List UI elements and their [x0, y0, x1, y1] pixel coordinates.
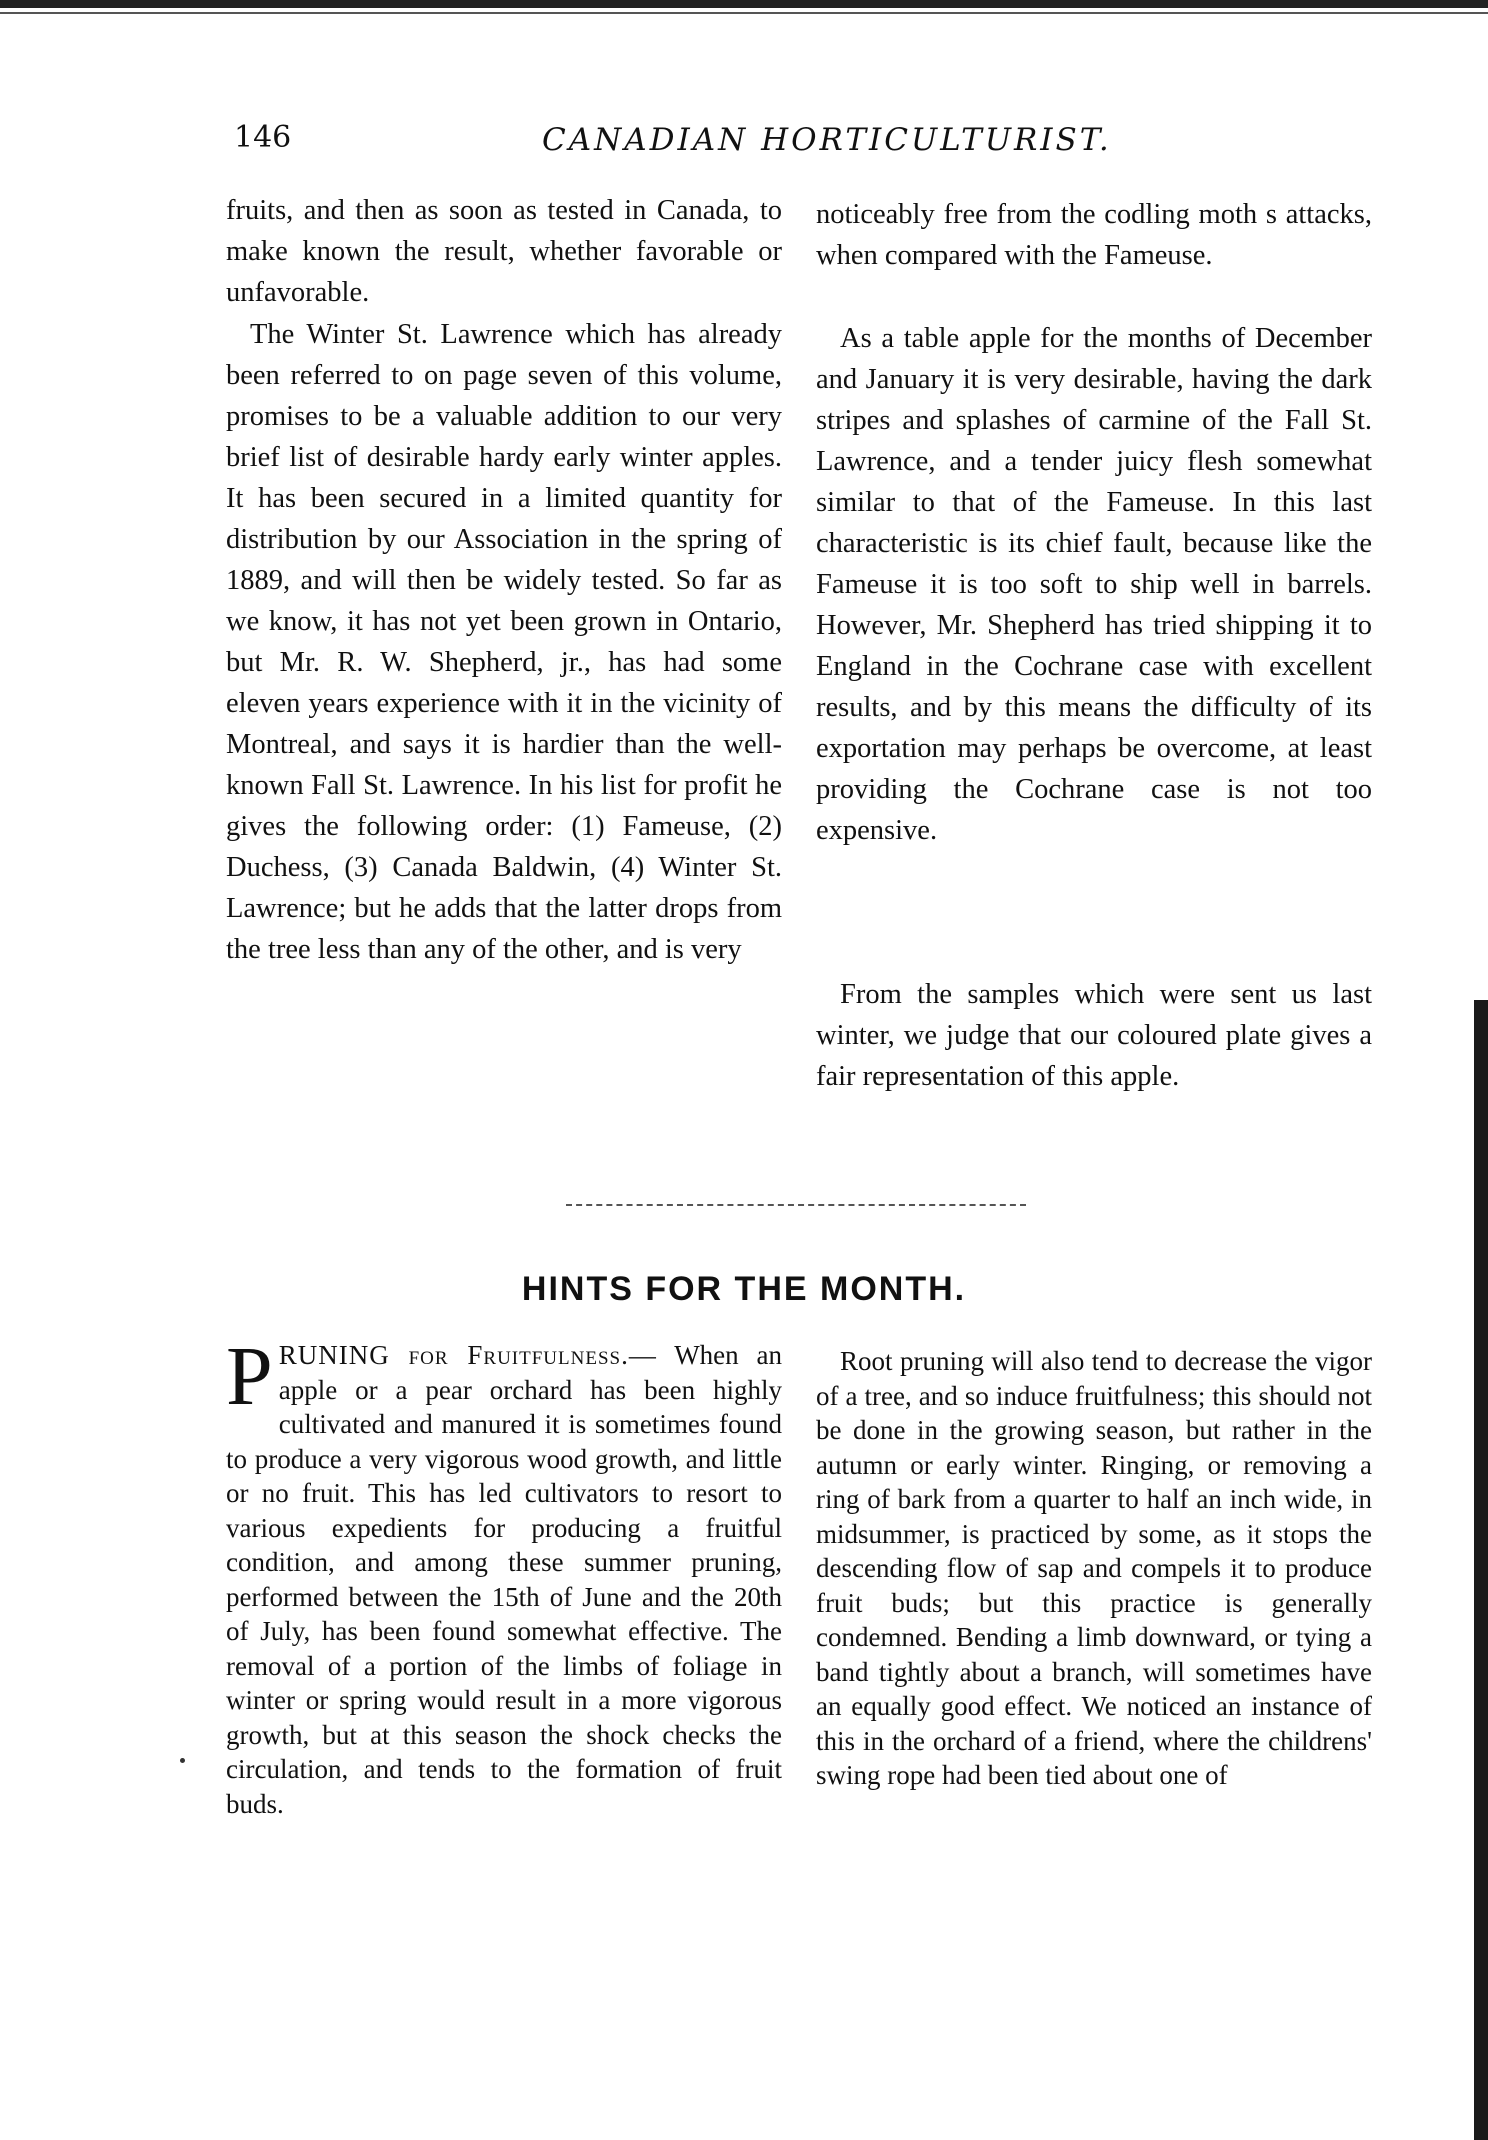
section-divider: [566, 1204, 1026, 1206]
page-number: 146: [234, 120, 292, 155]
top-border-rule-thin: [0, 12, 1488, 14]
upper-right-paragraph-2: As a table apple for the months of December and January it is very desirable, having the dark stripes and splashes of carmine of the Fall St. Lawrence, and a tender juicy flesh somewhat similar to that of the Fameuse. In this last characteristic is its chief fault, because like the Fameuse it is too soft to ship well in barrels. However, Mr. Shepherd has tried shipping it to England in the Cochrane case with excellent results, and by this means the difficulty of its exportation may perhaps be overcome, at least providing the Cochrane case is not too expensive.: [816, 323, 1372, 846]
page-edge-shadow: [1474, 1000, 1488, 2140]
lower-right-paragraph: Root pruning will also tend to decrease the vigor of a tree, and so induce fruitfulness; this should not be done in the growing season, but rather in the autumn or early winter. Ringing, or removing a ring of bark from a quarter to half an inch wide, in midsummer, is practiced by some, as it stops the descending flow of sap and compels it to produce fruit buds; but this practice is generally condemned. Bending a limb downward, or tying a band tightly about a branch, will sometimes have an equally good effect. We noticed an instance of this in the orchard of a friend, where the childrens' swing rope had been tied about one of: [816, 1346, 1372, 1790]
upper-left-paragraph-2: The Winter St. Lawrence which has already been referred to on page seven of this volume, promises to be a valuable addition to our very brief list of desirable hardy early winter apples. It has been secured in a limited quantity for distribution by our Association in the spring of 1889, and will then be widely tested. So far as we know, it has not yet been grown in Ontario, but Mr. R. W. Shepherd, jr., has had some eleven years experience with it in the vicinity of Montreal, and says it is hardier than the well-known Fall St. Lawrence. In his list for profit he gives the following order: (1) Fameuse, (2) Duchess, (3) Canada Baldwin, (4) Winter St. Lawrence; but he adds that the latter drops from the tree less than any of the other, and is very: [226, 319, 782, 965]
lower-left-text: When an apple or a pear orchard has been highly cultivated and manured it is sometimes found to produce a very vigorous wood growth, and little or no fruit. This has led cultivators to resort to various expedients for producing a fruitful condition, and among these summer pruning, performed between the 15th of June and the 20th of July, has been found somewhat effective. The removal of a portion of the limbs of foliage in winter or spring would result in a more vigorous growth, but at this season the shock checks the circulation, and tends to the formation of fruit buds.: [226, 1340, 783, 1819]
drop-cap: P: [226, 1330, 273, 1423]
running-title: CANADIAN HORTICULTURIST.: [542, 122, 1112, 158]
section-heading: HINTS FOR THE MONTH.: [521, 1270, 967, 1308]
print-speck: [180, 1758, 185, 1763]
upper-left-paragraph-1: fruits, and then as soon as tested in Canada, to make known the result, whether favorable or unfavorable.: [226, 195, 782, 308]
lead-in: RUNING for Fruitfulness.—: [278, 1340, 657, 1370]
top-border-rule: [0, 0, 1488, 8]
upper-right-paragraph-1: noticeably free from the codling moth s attacks, when compared with the Fameuse.: [816, 199, 1372, 271]
upper-right-paragraph-3: From the samples which were sent us last winter, we judge that our coloured plate gives a fair representation of this apple.: [816, 979, 1372, 1092]
lower-left-paragraph: [226, 1330, 783, 1821]
